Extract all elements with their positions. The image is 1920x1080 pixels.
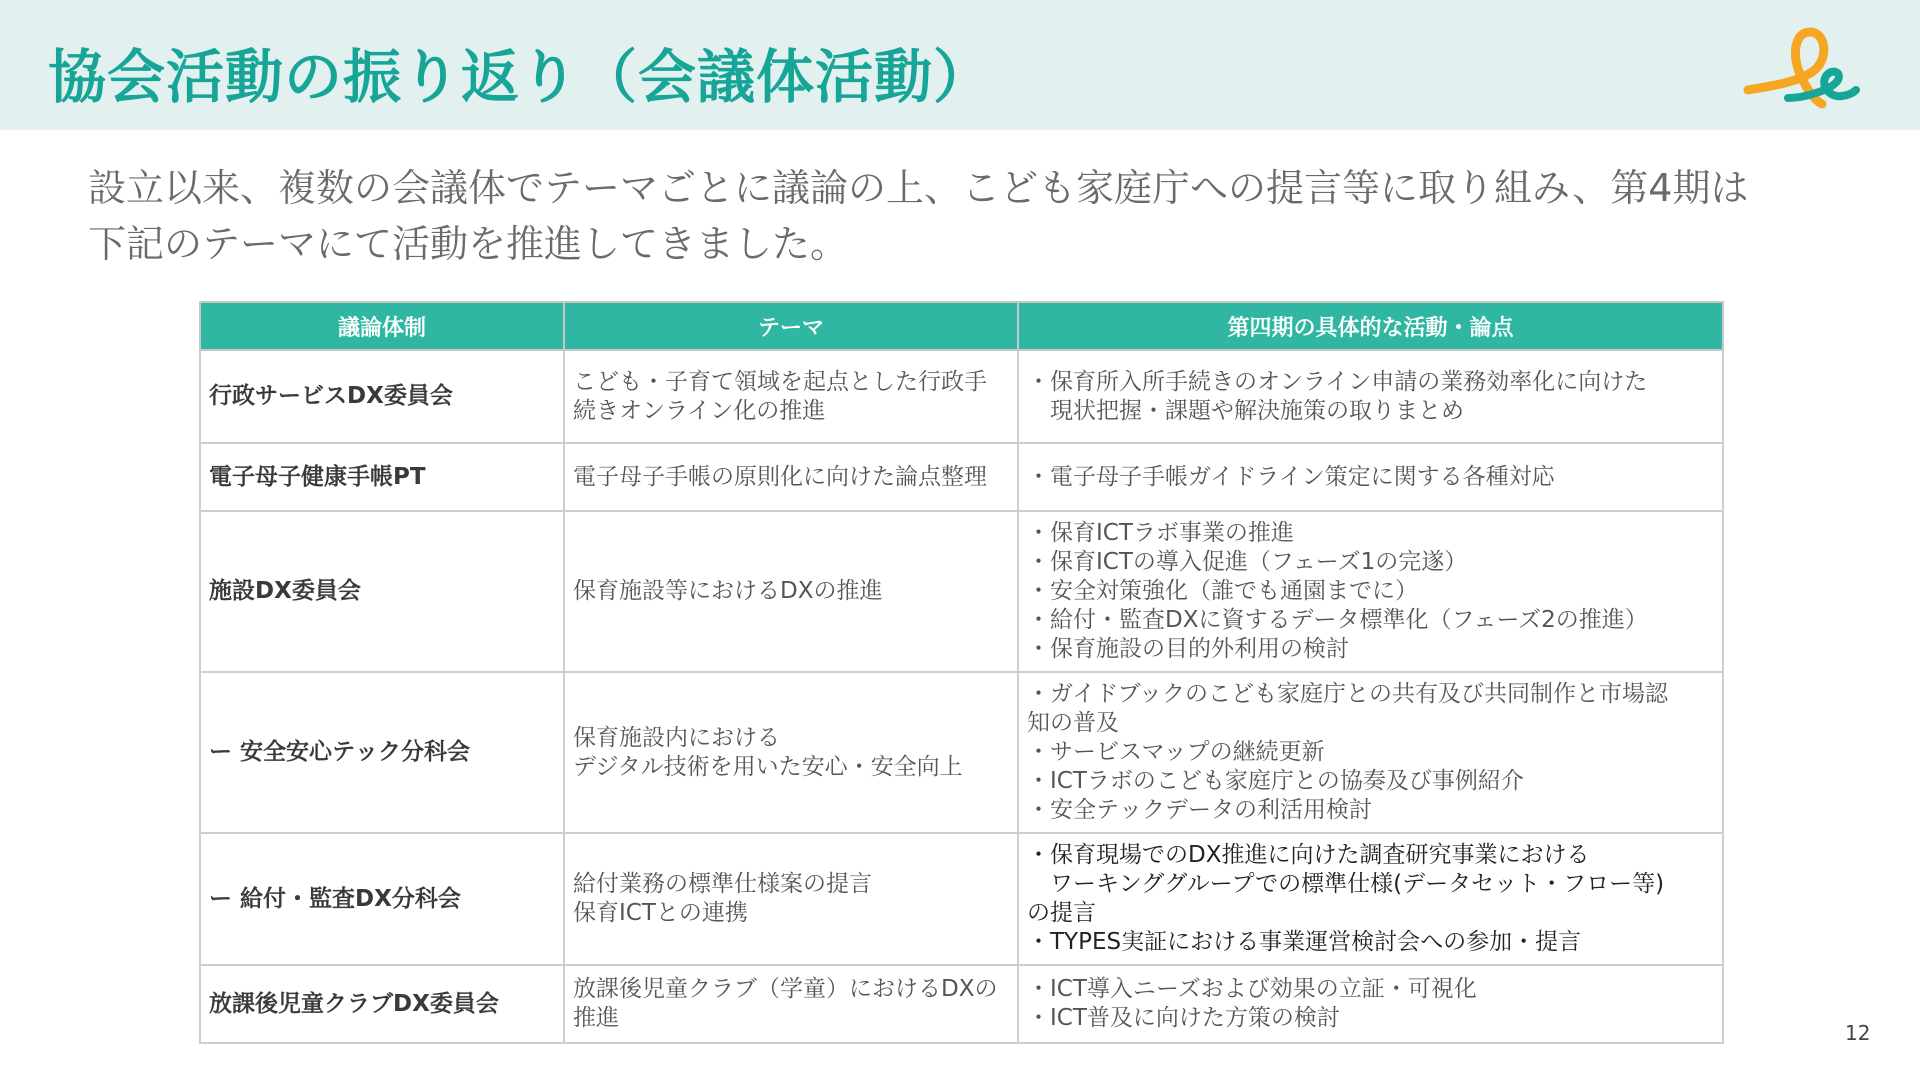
theme-line: 給付業務の標準仕様案の提言 bbox=[573, 871, 872, 897]
theme-cell bbox=[564, 833, 1018, 965]
activities-cell bbox=[1018, 350, 1723, 443]
theme-line: 保育ICTとの連携 bbox=[573, 900, 748, 926]
theme-line: デジタル技術を用いた安心・安全向上 bbox=[573, 753, 963, 780]
theme-cell bbox=[564, 350, 1018, 443]
body-cell: 行政サービスDX委員会 bbox=[200, 350, 564, 443]
theme-line: こども・子育て領域を起点とした行政手 bbox=[573, 368, 987, 395]
activity-line: ・ICTラボのこども家庭庁との協奏及び事例紹介 bbox=[1027, 768, 1524, 794]
body-cell: ー 給付・監査DX分科会 bbox=[200, 833, 564, 965]
theme-line: 放課後児童クラブ（学童）におけるDXの bbox=[573, 976, 998, 1002]
body-cell: ー 安全安心テック分科会 bbox=[200, 672, 564, 833]
table-row bbox=[200, 443, 1723, 511]
activity-line: ・サービスマップの継続更新 bbox=[1027, 739, 1325, 765]
body-cell: 放課後児童クラブDX委員会 bbox=[200, 965, 564, 1043]
activity-line: ・電子母子手帳ガイドライン策定に関する各種対応 bbox=[1027, 463, 1555, 490]
activities-table bbox=[199, 301, 1724, 1044]
organization-logo-icon bbox=[1742, 20, 1862, 115]
intro-text bbox=[88, 160, 1878, 272]
header-body: 議論体制 bbox=[200, 302, 564, 350]
theme-line: 電子母子手帳の原則化に向けた論点整理 bbox=[573, 463, 987, 490]
table-row bbox=[200, 833, 1723, 965]
theme-line: 続きオンライン化の推進 bbox=[573, 397, 826, 424]
table-row bbox=[200, 672, 1723, 833]
header-activities: 第四期の具体的な活動・論点 bbox=[1018, 302, 1723, 350]
activity-line: ・ICT導入ニーズおよび効果の立証・可視化 bbox=[1027, 976, 1477, 1002]
theme-line: 推進 bbox=[573, 1005, 619, 1031]
activity-line: ・安全テックデータの利活用検討 bbox=[1027, 797, 1372, 823]
intro-line-1: 設立以来、複数の会議体でテーマごとに議論の上、こども家庭庁への提言等に取り組み、第4期は bbox=[88, 166, 1749, 210]
table-header-row bbox=[200, 302, 1723, 350]
activity-line: ・保育ICTラボ事業の推進 bbox=[1027, 520, 1294, 546]
activity-line: 知の普及 bbox=[1027, 710, 1119, 736]
table-row bbox=[200, 511, 1723, 672]
theme-cell bbox=[564, 511, 1018, 672]
activity-line: ・保育施設の目的外利用の検討 bbox=[1027, 636, 1349, 662]
activities-table-wrapper bbox=[199, 301, 1722, 1044]
activity-line: ・保育現場でのDX推進に向けた調査研究事業における bbox=[1027, 842, 1590, 868]
activity-line: ・ガイドブックのこども家庭庁との共有及び共同制作と市場認 bbox=[1027, 681, 1669, 707]
theme-line: 保育施設内における bbox=[573, 724, 780, 751]
activity-line: 現状把握・課題や解決施策の取りまとめ bbox=[1027, 397, 1464, 424]
activity-line: ・保育所入所手続きのオンライン申請の業務効率化に向けた bbox=[1027, 368, 1648, 395]
body-cell: 施設DX委員会 bbox=[200, 511, 564, 672]
activity-line: の提言 bbox=[1027, 900, 1096, 926]
theme-cell bbox=[564, 965, 1018, 1043]
slide-title: 協会活動の振り返り（会議体活動） bbox=[48, 43, 993, 111]
page-number: 12 bbox=[1845, 1021, 1871, 1045]
activities-cell bbox=[1018, 511, 1723, 672]
activity-line: ・TYPES実証における事業運営検討会への参加・提言 bbox=[1027, 929, 1582, 955]
theme-cell bbox=[564, 672, 1018, 833]
activity-line: ・給付・監査DXに資するデータ標準化（フェーズ2の推進） bbox=[1027, 607, 1648, 633]
header-theme: テーマ bbox=[564, 302, 1018, 350]
theme-cell bbox=[564, 443, 1018, 511]
activities-cell bbox=[1018, 672, 1723, 833]
activity-line: ワーキンググループでの標準仕様(データセット・フロー等) bbox=[1027, 871, 1665, 897]
activities-cell bbox=[1018, 443, 1723, 511]
table-row bbox=[200, 965, 1723, 1043]
activity-line: ・ICT普及に向けた方策の検討 bbox=[1027, 1005, 1340, 1031]
intro-line-2: 下記のテーマにて活動を推進してきました。 bbox=[88, 222, 849, 266]
activities-cell bbox=[1018, 965, 1723, 1043]
theme-line: 保育施設等におけるDXの推進 bbox=[573, 578, 883, 604]
activities-cell bbox=[1018, 833, 1723, 965]
activity-line: ・安全対策強化（誰でも通園までに） bbox=[1027, 578, 1418, 604]
body-cell: 電子母子健康手帳PT bbox=[200, 443, 564, 511]
table-row bbox=[200, 350, 1723, 443]
activity-line: ・保育ICTの導入促進（フェーズ1の完遂） bbox=[1027, 549, 1468, 575]
